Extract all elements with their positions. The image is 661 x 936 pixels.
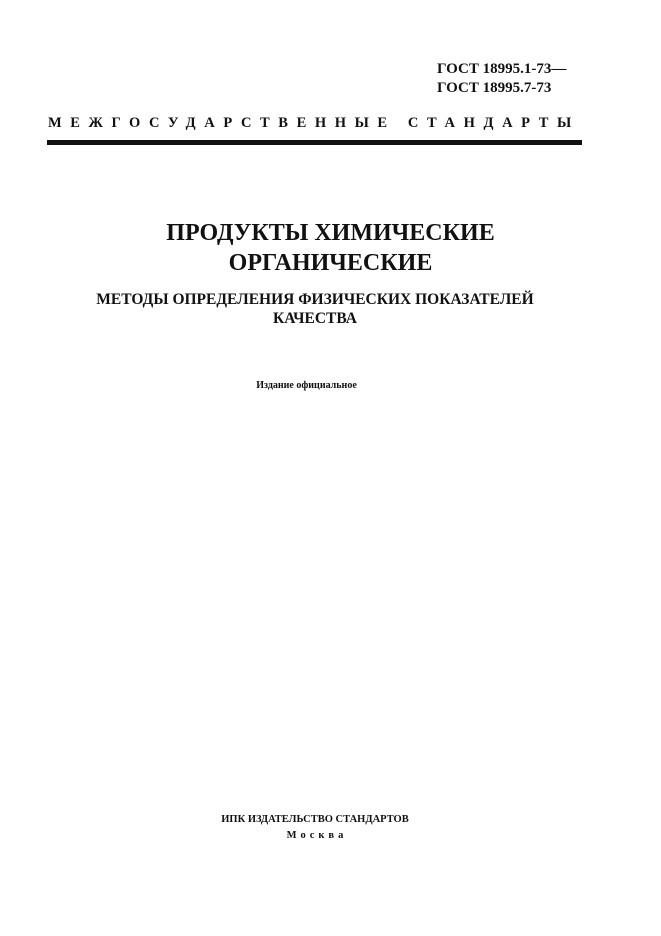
series-title: МЕЖГОСУДАРСТВЕННЫЕ СТАНДАРТЫ <box>48 115 580 131</box>
gost-numbers <box>437 60 566 98</box>
document-subtitle <box>0 290 630 328</box>
publisher-name: ИПК ИЗДАТЕЛЬСТВО СТАНДАРТОВ <box>221 814 409 825</box>
publisher-block <box>0 812 630 844</box>
document-title-line: ОРГАНИЧЕСКИЕ <box>228 250 433 276</box>
gost-number-line: ГОСТ 18995.7-73 <box>437 80 552 96</box>
document-title <box>0 218 661 278</box>
document-title-line: ПРОДУКТЫ ХИМИЧЕСКИЕ <box>166 220 495 246</box>
edition-label: Издание официальное <box>256 380 357 391</box>
header-rule <box>47 140 582 145</box>
document-subtitle-line: МЕТОДЫ ОПРЕДЕЛЕНИЯ ФИЗИЧЕСКИХ ПОКАЗАТЕЛЕЙ <box>96 291 534 308</box>
publisher-city: Москва <box>286 830 348 841</box>
document-subtitle-line: КАЧЕСТВА <box>273 310 357 327</box>
gost-number-line: ГОСТ 18995.1-73— <box>437 61 567 77</box>
